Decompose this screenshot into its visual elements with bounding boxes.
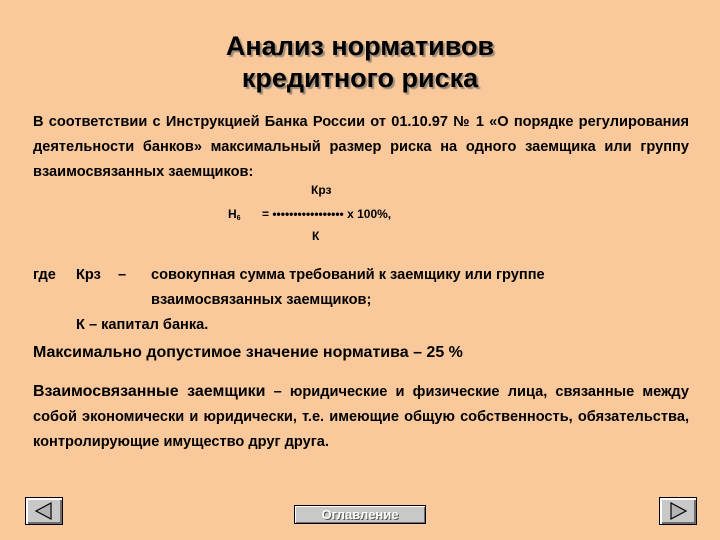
prev-slide-button[interactable] (25, 497, 63, 525)
where-symbol: Крз (76, 267, 101, 283)
formula-lhs (228, 207, 241, 222)
related-borrowers-term: Взаимосвязанные заемщики (33, 383, 266, 400)
max-value-statement: Максимально допустимое значение норматива – 25 % (33, 344, 463, 361)
next-slide-button[interactable] (659, 497, 697, 525)
formula-denominator: К (312, 229, 320, 243)
formula-lhs-symbol: Н (228, 207, 237, 221)
triangle-right-icon (660, 498, 696, 524)
page-title (0, 30, 720, 94)
title-line-1: Анализ нормативов (225, 31, 495, 61)
formula-lhs-subscript: 6 (236, 215, 241, 222)
where-definition (151, 263, 671, 313)
where-definition-line-2: взаимосвязанных заемщиков; (151, 292, 372, 308)
related-borrowers-paragraph (33, 379, 689, 455)
where-capital-definition: К – капитал банка. (76, 317, 209, 333)
related-borrowers-definition: – юридические и физические лица, связанные между собой экономически и юридически, т.е. имеющие общую собственность, обязательства, контролирующие имущество друг друга. (33, 384, 689, 450)
formula-equation: = ••••••••••••••••• х 100%, (262, 207, 392, 221)
where-dash: – (118, 267, 127, 283)
formula-numerator: Крз (311, 183, 332, 197)
toc-button[interactable]: Оглавление (294, 505, 426, 524)
where-label: где (33, 267, 56, 283)
triangle-left-icon (26, 498, 62, 524)
where-definition-line-1: совокупная сумма требований к заемщику или группе (151, 267, 545, 283)
intro-paragraph: В соответствии с Инструкцией Банка России от 01.10.97 № 1 «О порядке регулирования деятельности банков» максимальный размер риска на одного заемщика или группу взаимосвязанных заемщиков: (33, 114, 689, 180)
title-line-2: кредитного риска (241, 63, 479, 93)
